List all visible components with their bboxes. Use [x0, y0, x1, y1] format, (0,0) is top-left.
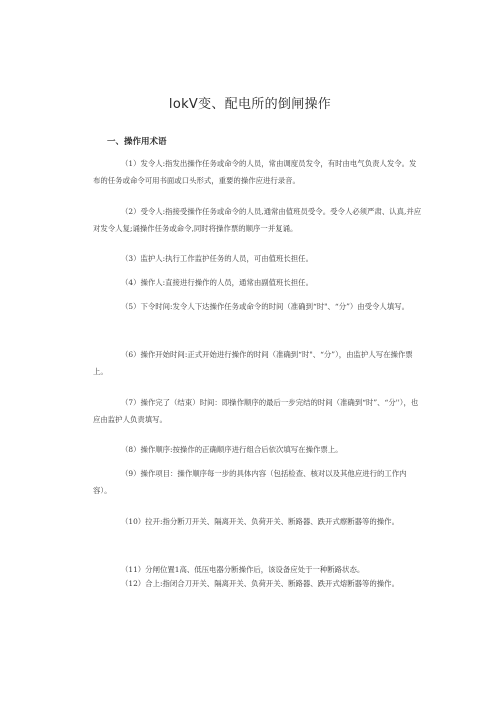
paragraph-open-position: （11）分闸位置1高、低压电器分断操作后，该设备应处于一种断路状态。	[121, 565, 365, 574]
paragraph-receiver: （2）受令人:指接受操作任务或命令的人员,通常由值班员受令。受令人必须严肃、认真,并应对发令人复;诵操作任务或命令,同时将操作票的顺序一并复诵。	[93, 207, 422, 233]
paragraph-operator: （4）操作人:直接进行操作的人员，通常由副值班长担任。	[121, 278, 313, 287]
paragraph-end-time: （7）操作完了（结束）时间：即操作顺序的最后一步完结的时间（准确到“时”、“分''），也应由监护人负责填写。	[93, 398, 419, 424]
paragraph-order-time: （5）下令时间:发令人下达操作任务或命令的时间（准确到“时"、“分”）由受令人填写。	[121, 302, 409, 311]
paragraph-open: （10）拉开:指分断刀开关、隔离开关、负荷开关、断路器、跌开式瘵断器等的操作。	[121, 517, 399, 526]
paragraph-sequence: （8）操作顺序:按操作的正确顺序进行组合后依次填写在操作票上。	[121, 445, 343, 454]
paragraph-close: （12）合上:指闭合刀开关、隔离开关、负荷开关、断路器、跌开式熔断器等的操作。	[121, 579, 399, 588]
paragraph-supervisor: （3）监护人:执行工作监护任务的人员，可由值班长担任。	[121, 254, 313, 263]
document-title: lokV变、配电所的倒闸操作	[168, 97, 332, 112]
paragraph-issuer: （1）发令人:指发出操作任务或命令的人员，常由调度员发令，有时由电气负责人发令。发布的任务或命令可用书面或口头形式，重要的操作应进行录音。	[93, 159, 417, 185]
paragraph-start-time: （6）操作开始时间:正式开始进行操作的时间（准确到“时"、“分”），由监护人写在操作票上。	[93, 350, 413, 376]
section-heading: 一、操作用术语	[107, 137, 167, 147]
paragraph-items: （9）操作项目：操作顺序每一步的具体内容（包括检查、核对以及其他应进行的工作内容）。	[93, 469, 407, 495]
